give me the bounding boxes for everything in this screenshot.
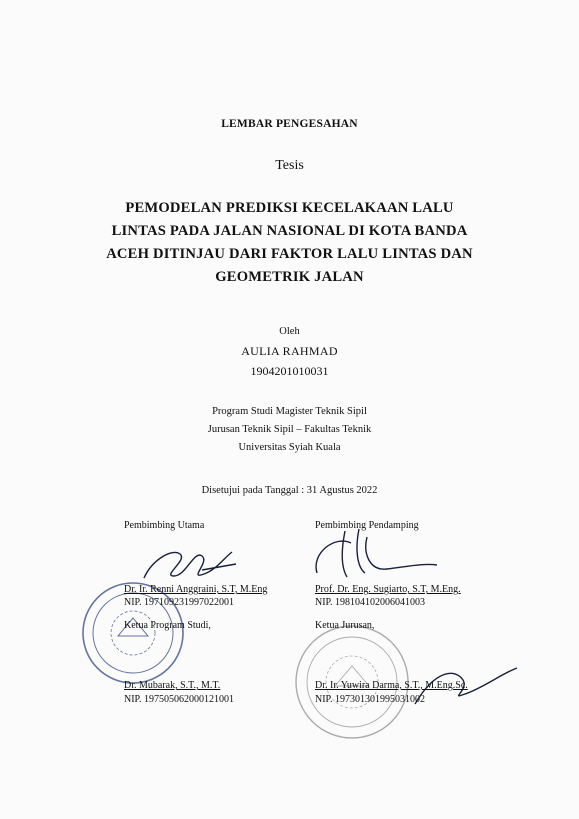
author-id: 1904201010031: [250, 364, 329, 378]
department: Jurusan Teknik Sipil – Fakultas Teknik: [207, 424, 372, 435]
program-head-name: Dr. Mubarak, S.T., M.T.: [124, 680, 221, 691]
main-advisor-name: Dr. Ir. Renni Anggraini, S.T, M.Eng: [124, 584, 268, 595]
document-type: Tesis: [275, 158, 304, 173]
by-label: Oleh: [279, 326, 300, 337]
co-advisor-name: Prof. Dr. Eng. Sugiarto, S.T, M.Eng.: [315, 584, 461, 595]
program-head-nip: NIP. 197505062000121001: [124, 694, 235, 705]
author-name: AULIA RAHMAD: [241, 344, 338, 358]
department-head-name: Dr. Ir. Yuwira Darma, S.T., M.Eng.Sc.: [315, 680, 468, 691]
main-advisor-role: Pembimbing Utama: [124, 520, 205, 531]
university: Universitas Syiah Kuala: [238, 442, 341, 453]
co-advisor-role: Pembimbing Pendamping: [315, 520, 419, 531]
signature-co-advisor: [305, 523, 445, 583]
department-head-role: Ketua Jurusan,: [315, 620, 375, 631]
title-line: LINTAS PADA JALAN NASIONAL DI KOTA BANDA: [111, 223, 468, 239]
signature-main-advisor: [132, 540, 242, 590]
title-line: GEOMETRIK JALAN: [215, 269, 364, 285]
title-line: PEMODELAN PREDIKSI KECELAKAAN LALU: [125, 200, 454, 216]
title-line: ACEH DITINJAU DARI FAKTOR LALU LINTAS DAN: [106, 246, 473, 262]
co-advisor-nip: NIP. 198104102006041003: [315, 597, 426, 608]
thesis-title: [0, 197, 579, 289]
study-program: Program Studi Magister Teknik Sipil: [212, 406, 367, 417]
page-heading: LEMBAR PENGESAHAN: [221, 118, 358, 130]
approval-date: Disetujui pada Tanggal : 31 Agustus 2022: [201, 485, 378, 496]
main-advisor-nip: NIP. 197109231997022001: [124, 597, 235, 608]
program-head-role: Ketua Program Studi,: [124, 620, 211, 631]
department-head-nip: NIP. 197301301995031002: [315, 694, 426, 705]
